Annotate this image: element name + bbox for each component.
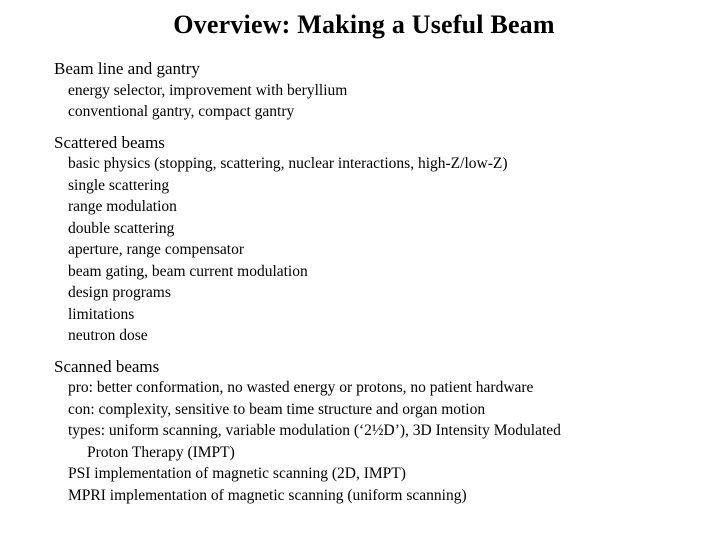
section-heading: Beam line and gantry [54,59,200,78]
list-item: con: complexity, sensitive to beam time structure and organ motion [68,400,486,418]
section-scanned-beams [54,356,704,507]
list-item: beam gating, beam current modulation [68,262,308,280]
item-list [54,80,704,123]
list-item: conventional gantry, compact gantry [68,103,295,120]
list-item: range modulation [68,198,177,215]
item-list [54,377,704,506]
list-item: energy selector, improvement with beryllium [68,81,348,99]
section-heading: Scattered beams [54,132,165,152]
section-beam-line [54,58,704,123]
list-item: design programs [68,284,171,301]
list-item-types [54,420,704,463]
list-item-text: types: uniform scanning, variable modulation (‘2½D’), 3D Intensity Modulated [68,422,561,439]
slide-title: Overview: Making a Useful Beam [173,10,555,39]
list-item: pro: better conformation, no wasted energy or protons, no patient hardware [68,379,534,396]
section-heading: Scanned beams [54,356,160,376]
list-item: single scattering [68,176,170,194]
list-item: neutron dose [68,327,148,344]
list-item: basic physics (stopping, scattering, nuclear interactions, high-Z/low-Z) [68,155,508,172]
slide-content [54,58,704,515]
list-item-continuation: Proton Therapy (IMPT) [87,443,235,461]
list-item: limitations [68,305,135,323]
list-item: double scattering [68,219,175,237]
item-list [54,153,704,347]
section-scattered-beams [54,132,704,347]
list-item: PSI implementation of magnetic scanning (2D, IMPT) [68,465,406,482]
list-item: aperture, range compensator [68,241,245,258]
list-item: MPRI implementation of magnetic scanning (uniform scanning) [68,486,467,504]
